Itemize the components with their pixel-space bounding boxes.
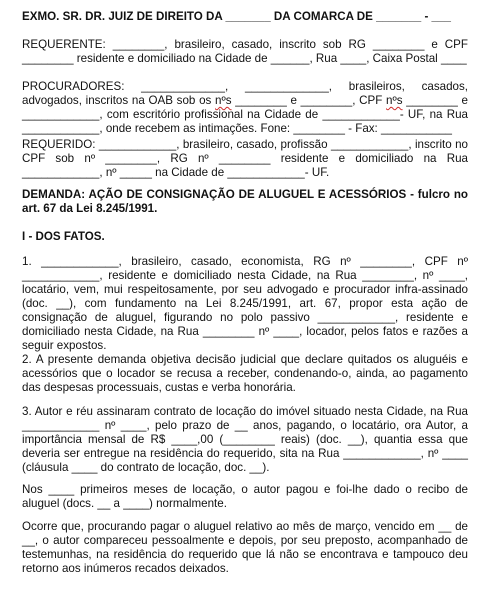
demand-paragraph: DEMANDA: AÇÃO DE CONSIGNAÇÃO DE ALUGUEL E ACESSÓRIOS - fulcro no art. 67 da Lei 8.245/1991. [22, 188, 472, 215]
section-title: I - DOS FATOS. [22, 230, 105, 243]
spellcheck-flag: nºs [215, 94, 232, 107]
defendant-paragraph: REQUERIDO: ____________, brasileiro, casado, profissão ____________, inscrito no CPF sob nº ________, RG nº ________ residente e domiciliado na Rua ____________, nº _____ na Cidade de ____________- UF. [22, 138, 472, 179]
facts-paragraph-5: Ocorre que, procurando pagar o aluguel relativo ao mês de março, vencido em __ de __, o autor compareceu pessoalmente e depois, por seu preposto, acompanhado de testemunhas, na residência do requerido que lá não se encontrava e tampouco deu retorno aos inúmeros recados deixados. [22, 520, 472, 575]
court-header: EXMO. SR. DR. JUIZ DE DIREITO DA _______ DA COMARCA DE _______ - ___ [22, 10, 451, 23]
spellcheck-flag: nºs [386, 94, 403, 107]
attorneys-text-2: ________ e ________, CPF [231, 94, 387, 107]
facts-paragraph-4: Nos ____ primeiros meses de locação, o autor pagou e foi-lhe dado o recibo de aluguel (docs. __ a ____) normalmente. [22, 483, 472, 510]
attorneys-text-3: ________ e ____________, com escritório profissional na Cidade de ____________- UF, na Rua ____________, onde recebem as intimações. Fone: ________ - Fax: ___________ [22, 94, 472, 135]
facts-paragraph-3: 3. Autor e réu assinaram contrato de locação do imóvel situado nesta Cidade, na Rua ____________ nº ____, pelo prazo de __ anos, pagando, o locatário, ora Autor, a importância mensal de R$ ____,00 (________ reais) (doc. __), quantia essa que deveria ser entregue na residência do requerido, sita na Rua ____________, nº ____ (cláusula ____ do contrato de locação, doc. __). [22, 405, 472, 474]
facts-paragraph-1: 1. ____________, brasileiro, casado, economista, RG nº ________, CPF nº ____________, residente e domiciliado nesta Cidade, na Rua ________, nº ____, locatário, vem, mui respeitosamente, por seu advogado e procurador infra-assinado (doc. __), com fundamento na Lei 8.245/1991, art. 67, propor esta ação de consignação de aluguel, figurando no polo passivo ____________, residente e domiciliado nesta Cidade, na Rua ________ nº ____, locador, pelos fatos e razões a seguir expostos. [22, 255, 472, 352]
plaintiff-paragraph: REQUERENTE: ________, brasileiro, casado, inscrito sob RG ________ e CPF ________ residente e domiciliado na Cidade de ______, Rua ____, Caixa Postal ____ [22, 38, 472, 65]
attorneys-paragraph [22, 80, 472, 136]
facts-paragraph-2: 2. A presente demanda objetiva decisão judicial que declare quitados os aluguéis e acessórios que o locador se recusa a receber, condenando-o, ainda, ao pagamento das despesas processuais, custas e verba honorária. [22, 353, 472, 394]
attorneys-text-1: PROCURADORES: _____________, _____________, brasileiros, casados, advogados, inscritos na OAB sob os [22, 80, 472, 107]
